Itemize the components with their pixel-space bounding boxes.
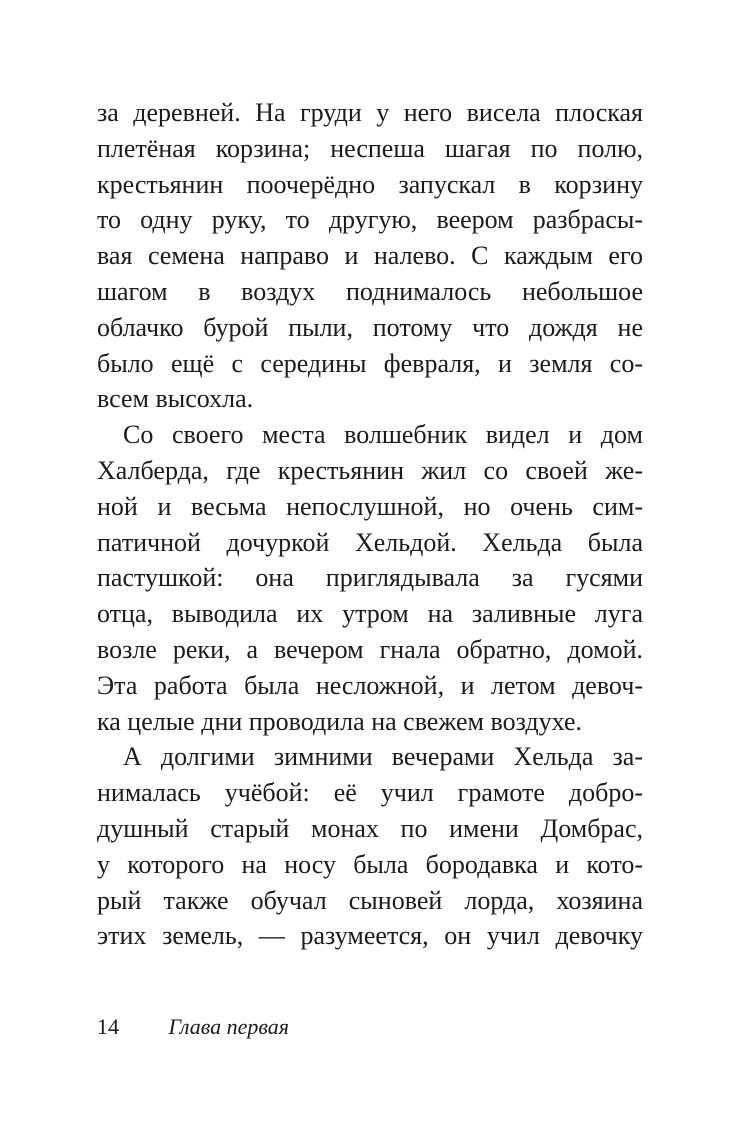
- body-text: [97, 95, 643, 954]
- text-line: плетёная корзина; неспеша шагая по полю,: [97, 133, 643, 163]
- paragraph-1: [97, 95, 643, 417]
- text-line: нималась учёбой: её учил грамоте добро-: [97, 778, 643, 808]
- text-line: крестьянин поочерёдно запускал в корзину: [97, 169, 643, 199]
- text-line: вая семена направо и налево. С каждым его: [97, 241, 643, 271]
- text-line: за деревней. На груди у него висела плоская: [97, 98, 643, 127]
- text-line: было ещё с середины февраля, и земля со-: [97, 348, 643, 378]
- text-line: Халберда, где крестьянин жил со своей же-: [97, 455, 643, 485]
- text-line: рый также обучал сыновей лорда, хозяина: [97, 885, 643, 915]
- text-line: ной и весьма непослушной, но очень сим-: [97, 491, 643, 521]
- text-line: пастушкой: она приглядывала за гусями: [97, 563, 643, 593]
- text-line: А долгими зимними вечерами Хельда за-: [123, 742, 643, 772]
- page-footer: [97, 1014, 289, 1040]
- text-line: Со своего места волшебник видел и дом: [123, 420, 643, 450]
- text-line: отца, выводила их утром на заливные луга: [97, 599, 643, 629]
- paragraph-3: [97, 739, 643, 954]
- running-head: Глава первая: [168, 1014, 289, 1039]
- text-line: этих земель, — разумеется, он учил девочку: [97, 921, 643, 951]
- paragraph-2: [97, 417, 643, 739]
- text-line: облачко бурой пыли, потому что дождя не: [97, 312, 643, 342]
- text-line: ка целые дни проводила на свежем воздухе.: [97, 706, 582, 736]
- text-line: у которого на носу была бородавка и кото-: [97, 849, 643, 879]
- text-line: Эта работа была несложной, и летом девоч-: [97, 670, 643, 700]
- text-line: патичной дочуркой Хельдой. Хельда была: [97, 527, 643, 557]
- text-line: всем высохла.: [97, 384, 254, 414]
- page-number: 14: [97, 1014, 119, 1039]
- text-line: то одну руку, то другую, веером разбрасы-: [97, 205, 643, 235]
- text-line: возле реки, а вечером гнала обратно, домой.: [97, 634, 643, 664]
- text-line: шагом в воздух поднималось небольшое: [97, 276, 643, 306]
- text-line: душный старый монах по имени Домбрас,: [97, 813, 643, 843]
